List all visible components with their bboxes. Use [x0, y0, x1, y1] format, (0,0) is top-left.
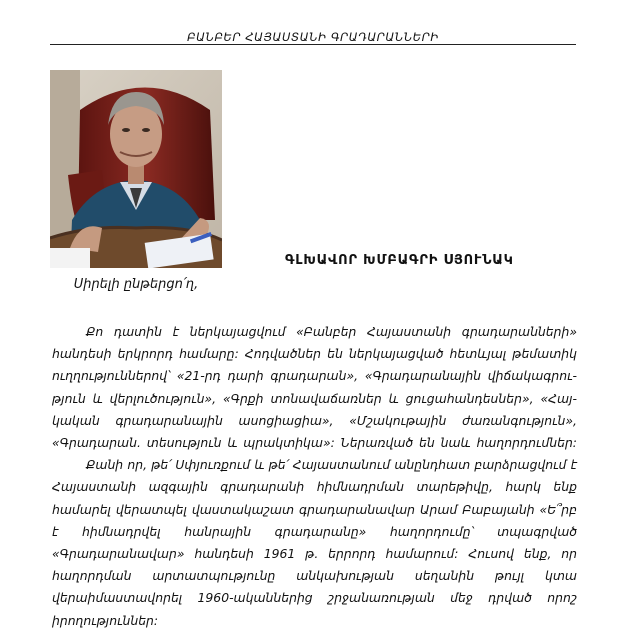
- section-title: ԳԼԽԱՎՈՐ ԽՄԲԱԳՐԻ ՍՅՈՒՆԱԿ: [285, 253, 514, 268]
- editor-portrait: [50, 70, 222, 268]
- body-paragraph: Քո դատին է ներկայացվում «Բանբեր Հայաստանի գրադարանների» հանդեսի երկրորդ համարը: Հոդվածներ են ներկայացված հետևյալ թեմատիկ ուղղություններով՝ «21-րդ դարի գրադարան», «Գրադարանային վիճակագրու- թյուն և վերլուծություն», «Գրքի տոնավաճառներ և ցուցահանդեսներ», «Հայ- կական գրադարանային ասոցիացիա», «Մշակութային ժառանգություն», «Գրադարան. տեսություն և պրակտիկա»: Ներառված են նաև հաղորդումներ:: [52, 324, 577, 451]
- header-rule: [50, 44, 576, 45]
- journal-title: ԲԱՆԲԵՐ ՀԱՅԱՍՏԱՆԻ ԳՐԱԴԱՐԱՆՆԵՐԻ: [187, 30, 439, 44]
- portrait-caption: Սիրելի ընթերցո՛ղ,: [73, 277, 199, 292]
- journal-header: [50, 30, 576, 46]
- editorial-body: [52, 321, 577, 632]
- body-paragraph: Քանի որ, թե՛ Սփյուռքում և թե՛ Հայաստանում անընդհատ բարձրացվում է Հայաստանի ազգային գրադարանի հիմնադրման տարեթիվը, հարկ ենք համարել վերատպել վաստակաշատ գրադարանավար Արամ Բաբայանի «Ե՞րբ է հիմնադրվել հանրային գրադարանը» հաղորդումը՝ տպագրված «Գրադարանավար» հանդեսի 1961 թ. երրորդ համարում: Հուսով ենք, որ հաղորդման արտատպությունը անկախության սեղանին թույլ կտա վերաիմաստավորել 1960-ականներից շրջանառության մեջ դրված որոշ իրողություններ:: [52, 457, 577, 628]
